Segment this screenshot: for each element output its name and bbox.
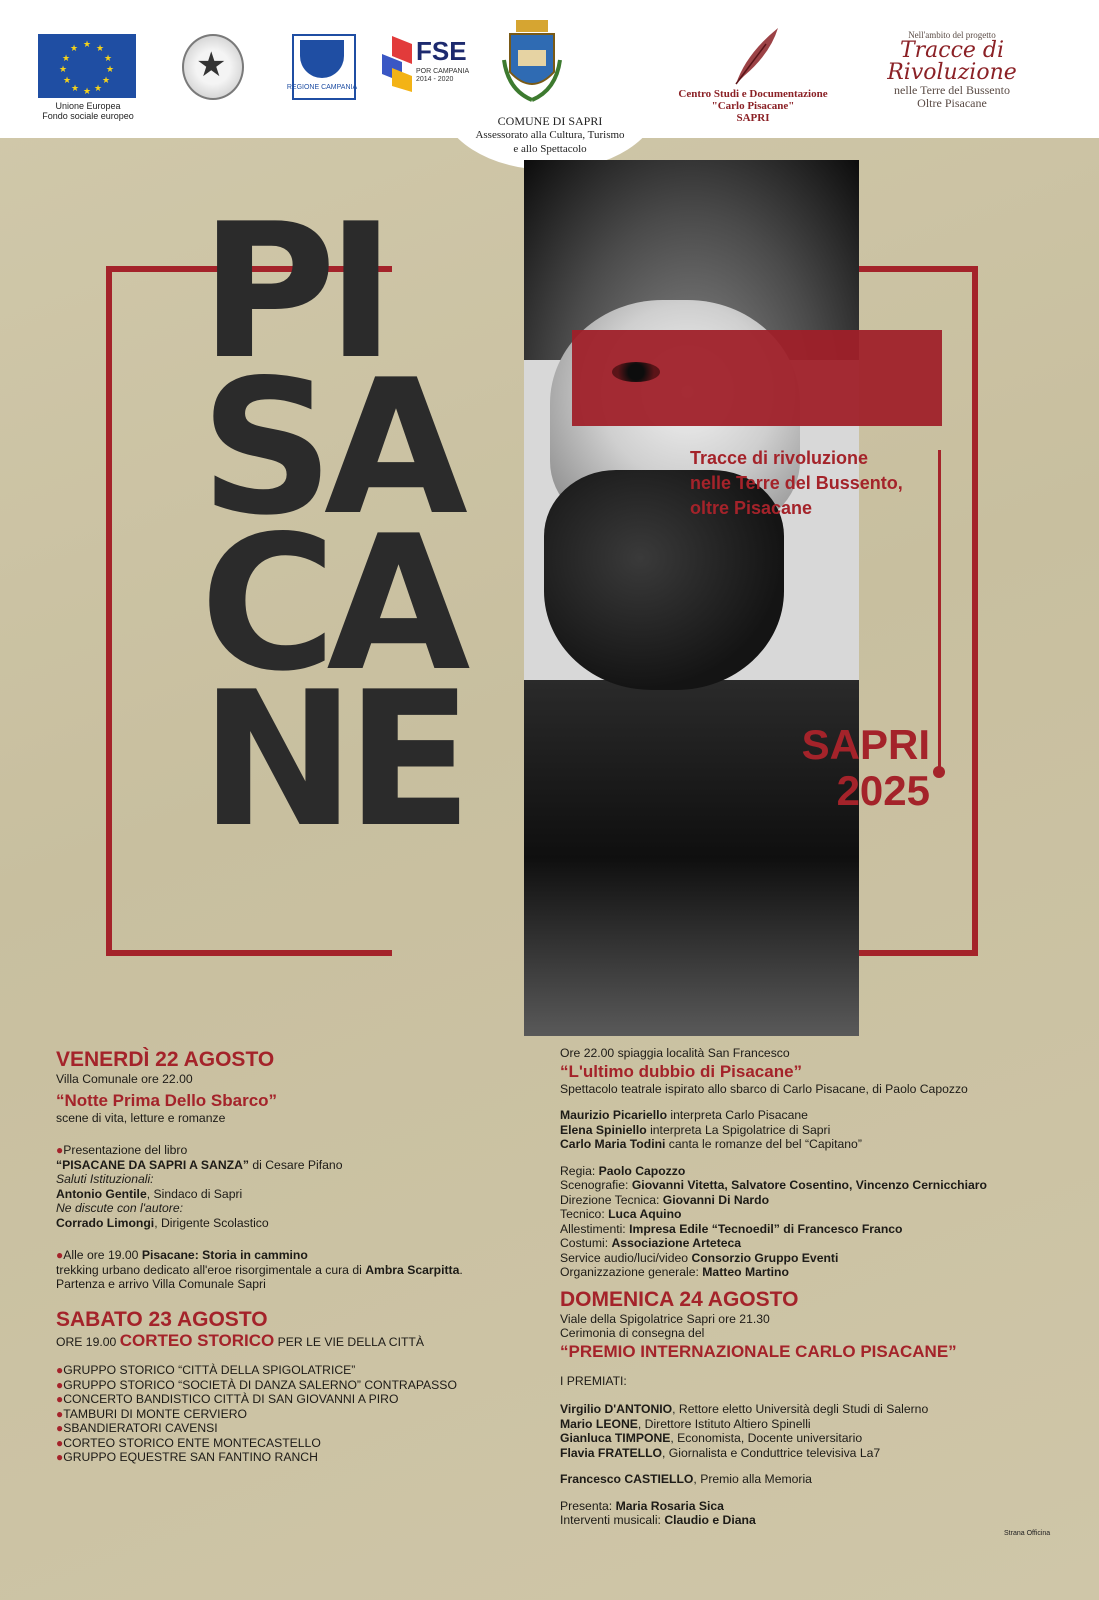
sunday-venue: Viale della Spigolatrice Sapri ore 21.30 <box>560 1311 770 1326</box>
eu-caption-line-2: Fondo sociale europeo <box>42 111 134 121</box>
saturday-heading: SABATO 23 AGOSTO <box>56 1307 268 1331</box>
title-letters-2: SA <box>200 339 458 556</box>
host-row <box>560 1499 1080 1514</box>
year: 2025 <box>836 767 930 814</box>
fse-sub-2: 2014 - 2020 <box>416 76 454 83</box>
eu-caption <box>30 101 146 121</box>
crew-value: Giovanni Di Nardo <box>662 1192 770 1207</box>
crew-row <box>560 1207 1080 1222</box>
program-left-column <box>56 1048 526 1465</box>
cast-name: Elena Spiniello <box>560 1122 647 1137</box>
winners-list <box>560 1402 1080 1460</box>
bullet-icon: ● <box>56 1363 64 1377</box>
tagline-line-3: oltre Pisacane <box>690 498 813 518</box>
crew-value: Giovanni Vitetta, Salvatore Cosentino, Vincenzo Cernicchiaro <box>631 1178 987 1192</box>
crew-row <box>560 1164 1080 1179</box>
book-intro: Presentazione del libro <box>63 1143 188 1157</box>
group-name: CONCERTO BANDISTICO CITTÀ DI SAN GIOVANNI A PIRO <box>63 1392 399 1406</box>
cast-role: interpreta Carlo Pisacane <box>667 1108 808 1122</box>
list-item <box>56 1392 526 1407</box>
cast-row <box>560 1137 1080 1152</box>
crew-label: Service audio/luci/video <box>560 1250 692 1265</box>
program-right-column <box>560 1046 1080 1528</box>
centro-line-3: SAPRI <box>736 112 770 124</box>
memory-name: Francesco CASTIELLO <box>560 1472 694 1486</box>
winner-name: Virgilio D'ANTONIO <box>560 1402 673 1416</box>
cast-row <box>560 1123 1080 1138</box>
crew-value: Paolo Capozzo <box>598 1163 686 1178</box>
friday-event-desc: scene di vita, letture e romanze <box>56 1110 226 1125</box>
memory-role: , Premio alla Memoria <box>693 1472 812 1486</box>
memory-row <box>560 1472 1080 1487</box>
list-item <box>56 1407 526 1422</box>
winner-role: , Giornalista e Conduttrice televisiva La7 <box>662 1445 881 1460</box>
tagline-line-1: Tracce di rivoluzione <box>690 448 869 468</box>
winner-row <box>560 1431 1080 1446</box>
comune-caption <box>440 114 660 156</box>
crew-label: Costumi: <box>560 1236 612 1250</box>
centro-line-2: "Carlo Pisacane" <box>711 100 795 112</box>
tagline-dot <box>933 766 945 778</box>
group-name: CORTEO STORICO ENTE MONTECASTELLO <box>63 1435 321 1450</box>
saturday-time: ORE 19.00 <box>56 1334 120 1349</box>
place-name: SAPRI <box>801 721 930 768</box>
book-title: “PISACANE DA SAPRI A SANZA” <box>56 1157 249 1172</box>
title-letters-1: PI <box>200 183 386 400</box>
crew-value: Impresa Edile “Tecnoedil” di Francesco Franco <box>629 1221 903 1236</box>
pisacane-portrait <box>524 160 859 1036</box>
tagline-rule <box>938 450 941 772</box>
list-item <box>56 1450 526 1465</box>
hero-tagline <box>690 446 950 521</box>
walk-guide: Ambra Scarpitta <box>365 1262 460 1277</box>
music-row <box>560 1513 1080 1528</box>
list-item <box>56 1436 526 1451</box>
cast-row <box>560 1108 1080 1123</box>
friday-heading: VENERDÌ 22 AGOSTO <box>56 1048 275 1071</box>
bullet-icon: ● <box>56 1450 64 1464</box>
winner-name: Gianluca TIMPONE <box>560 1431 671 1445</box>
crew-row <box>560 1236 1080 1251</box>
corteo-groups-list <box>56 1363 526 1465</box>
crew-row <box>560 1222 1080 1237</box>
tagline-line-2: nelle Terre del Bussento, <box>690 473 903 493</box>
title-letters-3: CA <box>200 495 461 712</box>
discute-role: , Dirigente Scolastico <box>154 1215 269 1230</box>
crew-row <box>560 1265 1080 1280</box>
sapri-crest-icon <box>502 20 562 102</box>
quill-feather-icon <box>726 24 786 88</box>
award-title: “PREMIO INTERNAZIONALE CARLO PISACANE” <box>560 1341 957 1361</box>
crew-value: Matteo Martino <box>702 1265 789 1279</box>
bullet-icon: ● <box>56 1377 64 1392</box>
crew-row <box>560 1178 1080 1193</box>
host-label: Presenta: <box>560 1498 616 1513</box>
crew-label: Scenografie: <box>560 1178 632 1192</box>
crew-row <box>560 1251 1080 1266</box>
crew-value: Consorzio Gruppo Eventi <box>691 1250 839 1265</box>
crew-value: Associazione Arteteca <box>611 1236 742 1250</box>
crew-label: Direzione Tecnica: <box>560 1192 663 1207</box>
music-label: Interventi musicali: <box>560 1513 665 1527</box>
bullet-icon: ● <box>56 1406 64 1421</box>
saluti-role: , Sindaco di Sapri <box>146 1186 243 1201</box>
comune-line-1: COMUNE DI SAPRI <box>497 114 603 128</box>
group-name: SBANDIERATORI CAVENSI <box>63 1421 218 1435</box>
centro-line-1: Centro Studi e Documentazione <box>678 88 828 100</box>
centro-studi-caption <box>640 88 866 124</box>
show-venue: Ore 22.00 spiaggia località San Francesco <box>560 1046 790 1060</box>
eu-flag-icon: ★ ★ ★ ★ ★ ★ ★ ★ ★ ★ ★ ★ <box>38 34 136 98</box>
comune-line-3: e allo Spettacolo <box>513 143 587 155</box>
cast-name: Maurizio Picariello <box>560 1108 668 1122</box>
winner-name: Mario LEONE <box>560 1416 638 1431</box>
winner-role: , Rettore eletto Università degli Studi di Salerno <box>672 1402 929 1416</box>
show-desc: Spettacolo teatrale ispirato allo sbarco di Carlo Pisacane, di Paolo Capozzo <box>560 1081 968 1096</box>
campania-caption: REGIONE CAMPANIA <box>286 84 358 91</box>
list-item <box>56 1421 526 1436</box>
walk-end: . <box>459 1262 463 1277</box>
walk-place: Partenza e arrivo Villa Comunale Sapri <box>56 1277 266 1291</box>
progetto-line-2: Oltre Pisacane <box>917 96 987 110</box>
saluti-name: Antonio Gentile <box>56 1186 147 1201</box>
walk-desc-line <box>56 1263 526 1278</box>
sapri-year-title <box>760 722 930 814</box>
discute-line <box>56 1216 526 1231</box>
sunday-ceremony: Cerimonia di consegna del <box>560 1326 705 1340</box>
saturday-route: PER LE VIE DELLA CITTÀ <box>274 1334 424 1349</box>
crew-label: Organizzazione generale: <box>560 1265 703 1279</box>
saluti-label: Saluti Istituzionali: <box>56 1172 154 1186</box>
music-name: Claudio e Diana <box>664 1513 756 1527</box>
crew-label: Allestimenti: <box>560 1221 630 1236</box>
fse-sub-1: POR CAMPANIA <box>416 68 470 75</box>
walk-desc: trekking urbano dedicato all'eroe risorgimentale a cura di <box>56 1262 366 1277</box>
discute-name: Corrado Limongi <box>56 1215 155 1230</box>
friday-event-title: “Notte Prima Dello Sbarco” <box>56 1090 278 1110</box>
comune-line-2: Assessorato alla Cultura, Turismo <box>475 129 625 141</box>
list-item <box>56 1363 526 1378</box>
sunday-heading: DOMENICA 24 AGOSTO <box>560 1287 799 1311</box>
discute-label: Ne discute con l'autore: <box>56 1201 183 1215</box>
crew-value: Luca Aquino <box>608 1207 682 1221</box>
cast-name: Carlo Maria Todini <box>560 1137 666 1151</box>
bullet-icon: ● <box>56 1435 64 1450</box>
walk-time: Alle ore 19.00 <box>63 1248 142 1262</box>
italian-republic-emblem-icon: ★ <box>182 34 244 100</box>
portrait-eye <box>612 362 660 382</box>
book-intro-line <box>56 1143 526 1158</box>
winners-label: I PREMIATI: <box>560 1373 627 1388</box>
winner-name: Flavia FRATELLO <box>560 1445 663 1460</box>
winner-row <box>560 1402 1080 1417</box>
bullet-icon: ● <box>56 1392 64 1406</box>
group-name: GRUPPO EQUESTRE SAN FANTINO RANCH <box>63 1450 318 1464</box>
friday-venue: Villa Comunale ore 22.00 <box>56 1072 193 1086</box>
cast-role: interpreta La Spigolatrice di Sapri <box>646 1122 831 1137</box>
group-name: TAMBURI DI MONTE CERVIERO <box>63 1406 247 1421</box>
crew-label: Tecnico: <box>560 1207 609 1221</box>
bullet-icon: ● <box>56 1248 64 1262</box>
cast-list <box>560 1108 1080 1152</box>
fse-label: FSE <box>416 36 467 66</box>
pisacane-big-title <box>200 183 530 868</box>
winner-row <box>560 1417 1080 1432</box>
cast-role: canta le romanze del bel “Capitano” <box>665 1137 862 1151</box>
progetto-script-1: Tracce di <box>899 38 1005 63</box>
host-name: Maria Rosaria Sica <box>615 1498 724 1513</box>
winner-row <box>560 1446 1080 1461</box>
show-title: “L'ultimo dubbio di Pisacane” <box>560 1061 803 1081</box>
group-name: GRUPPO STORICO “SOCIETÀ DI DANZA SALERNO” CONTRAPASSO <box>63 1377 457 1392</box>
eu-caption-line-1: Unione Europea <box>55 101 121 111</box>
bullet-icon: ● <box>56 1421 64 1435</box>
walk-title: Pisacane: Storia in cammino <box>141 1248 308 1262</box>
winner-role: , Direttore Istituto Altiero Spinelli <box>637 1416 811 1431</box>
list-item <box>56 1378 526 1393</box>
saturday-corteo-line <box>56 1330 526 1350</box>
progetto-logo <box>852 30 1052 110</box>
progetto-small: Nell'ambito del progetto <box>908 30 996 40</box>
bullet-icon: ● <box>56 1143 64 1157</box>
saturday-title: CORTEO STORICO <box>119 1330 275 1350</box>
crew-row <box>560 1193 1080 1208</box>
crew-list <box>560 1164 1080 1280</box>
book-line <box>56 1158 526 1173</box>
crew-label: Regia: <box>560 1163 599 1178</box>
progetto-script-2: Rivoluzione <box>887 60 1017 85</box>
designer-credit: Strana Officina <box>1004 1530 1051 1537</box>
saluti-line <box>56 1187 526 1202</box>
group-name: GRUPPO STORICO “CITTÀ DELLA SPIGOLATRICE” <box>63 1363 356 1377</box>
book-author: di Cesare Pifano <box>248 1157 343 1172</box>
fse-subtitle <box>416 68 469 84</box>
walk-line <box>56 1248 526 1263</box>
title-letters-4: NE <box>200 651 463 868</box>
fse-logo-icon <box>382 36 412 92</box>
winner-role: , Economista, Docente universitario <box>670 1431 863 1445</box>
progetto-line-1: nelle Terre del Bussento <box>894 83 1010 97</box>
